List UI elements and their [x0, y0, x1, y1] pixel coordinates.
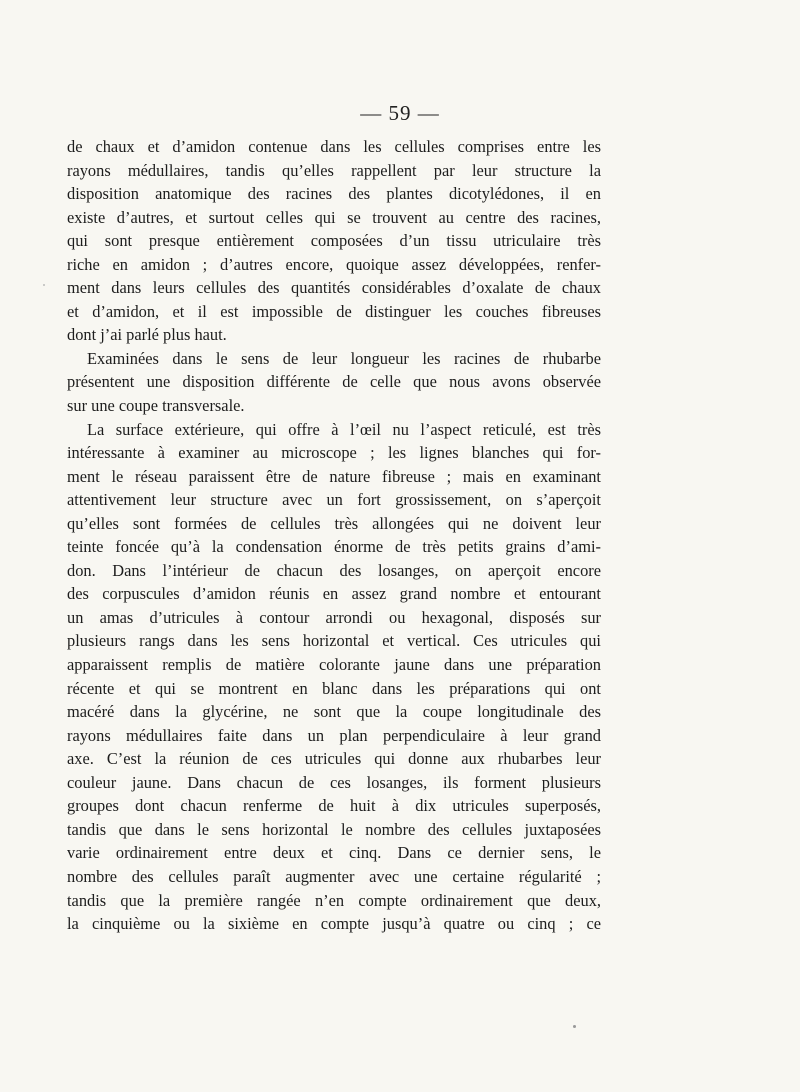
text-line: nombre des cellules paraît augmenter avec une certaine régularité ; — [67, 866, 601, 886]
text-line: varie ordinairement entre deux et cinq. Dans ce dernier sens, le — [67, 843, 601, 863]
body-text — [67, 135, 601, 936]
text-line: qui sont presque entièrement composées d’un tissu utriculaire très — [67, 231, 601, 251]
text-line: rayons médullaires, tandis qu’elles rappellent par leur structure la — [67, 160, 601, 180]
text-line: intéressante à examiner au microscope ; les lignes blanches qui for- — [67, 443, 601, 463]
text-line: tandis que dans le sens horizontal le nombre des cellules juxtaposées — [67, 819, 601, 839]
text-line: macéré dans la glycérine, ne sont que la coupe longitudinale des — [67, 702, 601, 722]
text-line: des corpuscules d’amidon réunis en assez grand nombre et entourant — [67, 584, 601, 604]
text-line: et d’amidon, et il est impossible de distinguer les couches fibreuses — [67, 301, 601, 321]
text-line: groupes dont chacun renferme de huit à dix utricules superposés, — [67, 796, 601, 816]
text-line: don. Dans l’intérieur de chacun des losanges, on aperçoit encore — [67, 560, 601, 580]
paper-speck — [573, 1025, 576, 1028]
text-line: ment le réseau paraissent être de nature fibreuse ; mais en examinant — [67, 466, 601, 486]
text-line: couleur jaune. Dans chacun de ces losanges, ils forment plusieurs — [67, 772, 601, 792]
text-line: Examinées dans le sens de leur longueur les racines de rhubarbe — [87, 348, 601, 368]
text-line: tandis que la première rangée n’en compte ordinairement que deux, — [67, 890, 601, 910]
page-number: — 59 — — [360, 101, 440, 125]
text-line: qu’elles sont formées de cellules très allongées qui ne doivent leur — [67, 513, 601, 533]
paper-speck — [43, 284, 45, 286]
text-line: axe. C’est la réunion de ces utricules qui donne aux rhubarbes leur — [67, 749, 601, 769]
text-line: apparaissent remplis de matière colorante jaune dans une préparation — [67, 655, 601, 675]
text-line: attentivement leur structure avec un fort grossissement, on s’aperçoit — [67, 490, 601, 510]
text-line: sur une coupe transversale. — [67, 396, 245, 416]
text-line: rayons médullaires faite dans un plan perpendiculaire à leur grand — [67, 725, 601, 745]
text-line: teinte foncée qu’à la condensation énorme de très petits grains d’ami- — [67, 537, 601, 557]
text-line: dont j’ai parlé plus haut. — [67, 325, 227, 345]
text-line: la cinquième ou la sixième en compte jusqu’à quatre ou cinq ; ce — [67, 914, 601, 934]
text-line: disposition anatomique des racines des plantes dicotylédones, il en — [67, 184, 601, 204]
text-line: présentent une disposition différente de celle que nous avons observée — [67, 372, 601, 392]
text-line: un amas d’utricules à contour arrondi ou hexagonal, disposés sur — [67, 607, 601, 627]
text-line: de chaux et d’amidon contenue dans les cellules comprises entre les — [67, 137, 601, 156]
text-line: La surface extérieure, qui offre à l’œil nu l’aspect reticulé, est très — [87, 419, 601, 439]
text-line: récente et qui se montrent en blanc dans les préparations qui ont — [67, 678, 601, 698]
text-line: plusieurs rangs dans les sens horizontal et vertical. Ces utricules qui — [67, 631, 601, 651]
text-line: riche en amidon ; d’autres encore, quoique assez développées, renfer- — [67, 254, 601, 274]
text-line: ment dans leurs cellules des quantités considérables d’oxalate de chaux — [67, 278, 601, 298]
text-line: existe d’autres, et surtout celles qui se trouvent au centre des racines, — [67, 207, 601, 227]
